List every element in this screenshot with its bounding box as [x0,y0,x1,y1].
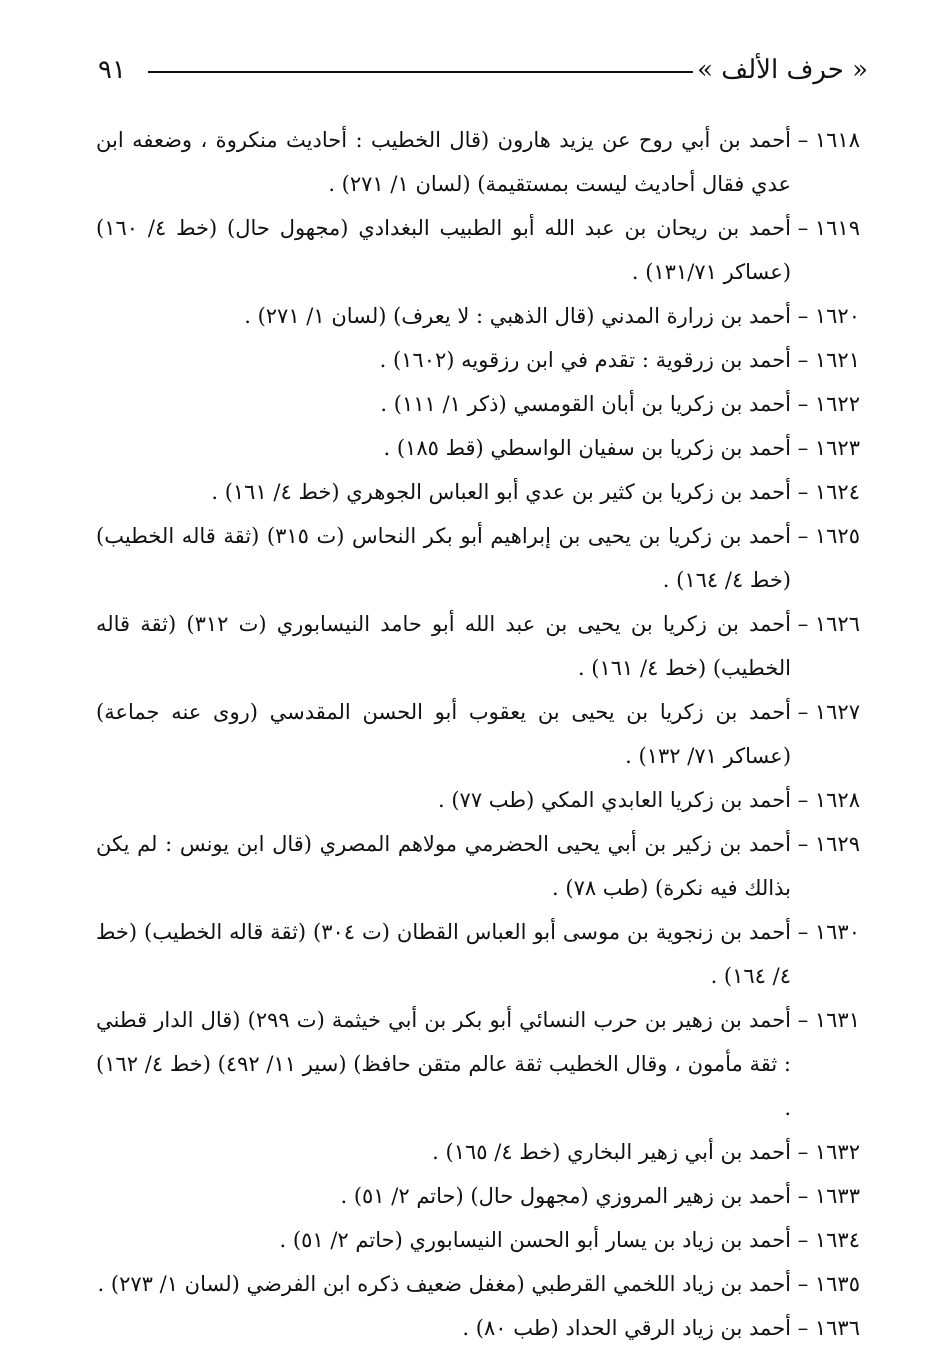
entry-number: ١٦٢١ [814,348,860,372]
entry-item [96,1262,860,1306]
entry-item [96,514,860,602]
entry-item [96,118,860,206]
entry-separator: – [791,524,815,548]
entry-text: أحمد بن زكريا بن سفيان الواسطي (قط ١٨٥) . [383,436,792,460]
entry-number: ١٦٢٠ [814,304,860,328]
entry-text: أحمد بن أبي روح عن يزيد هارون (قال الخطيب : أحاديث منكروة ، وضعفه ابن عدي فقال أحاديث ليست بمستقيمة) (لسان ١/ ٢٧١) . [96,128,792,196]
entry-item [96,1218,860,1262]
entry-number: ١٦٢٢ [814,392,860,416]
entry-text: أحمد بن أبي زهير البخاري (خط ٤/ ١٦٥) . [432,1140,792,1164]
entry-item [96,470,860,514]
entry-number: ١٦١٨ [814,128,860,152]
header-rule [148,71,693,73]
entry-item [96,1130,860,1174]
entry-text: أحمد بن زكريا بن كثير بن عدي أبو العباس الجوهري (خط ٤/ ١٦١) . [211,480,792,504]
entry-separator: – [791,1184,815,1208]
entry-number: ١٦٣٠ [814,920,860,944]
entry-text: أحمد بن زكير بن أبي يحيى الحضرمي مولاهم المصري (قال ابن يونس : لم يكن بذالك فيه نكرة) (طب ٧٨) . [96,832,792,900]
entry-list [96,118,860,1350]
entry-text: أحمد بن زكريا بن أبان القومسي (ذكر ١/ ١١١) . [380,392,792,416]
entry-number: ١٦٣٦ [814,1316,860,1340]
entry-separator: – [791,128,815,152]
entry-item [96,998,860,1130]
entry-separator: – [791,612,815,636]
entry-number: ١٦٣٤ [814,1228,860,1252]
entry-number: ١٦٢٨ [814,788,860,812]
entry-item [96,602,860,690]
entry-text: أحمد بن زهير بن حرب النسائي أبو بكر بن أبي خيثمة (ت ٢٩٩) (قال الدار قطني : ثقة مأمون ، وقال الخطيب ثقة عالم متقن حافظ) (سير ١١/ ٤٩٢) (خط ٤/ ١٦٢) . [96,1008,792,1120]
entry-number: ١٦٣٥ [814,1272,860,1296]
entry-separator: – [791,480,815,504]
entry-number: ١٦٢٩ [814,832,860,856]
entry-separator: – [791,700,815,724]
entry-separator: – [791,436,815,460]
entry-item [96,426,860,470]
entry-text: أحمد بن زياد اللخمي القرطبي (مغفل ضعيف ذكره ابن الفرضي (لسان ١/ ٢٧٣) . [97,1272,792,1296]
entry-item [96,382,860,426]
entry-separator: – [791,1008,815,1032]
entry-text: أحمد بن زياد الرقي الحداد (طب ٨٠) . [462,1316,792,1340]
entry-separator: – [791,1316,815,1340]
entry-text: أحمد بن زكريا بن يحيى بن إبراهيم أبو بكر النحاس (ت ٣١٥) (ثقة قاله الخطيب) (خط ٤/ ١٦٤) . [96,524,792,592]
page-number: ٩١ [98,55,126,85]
entry-text: أحمد بن زرارة المدني (قال الذهبي : لا يعرف) (لسان ١/ ٢٧١) . [244,304,792,328]
entry-number: ١٦٢٧ [814,700,860,724]
entry-separator: – [791,920,815,944]
entry-separator: – [791,1272,815,1296]
entry-item [96,294,860,338]
entry-item [96,910,860,998]
entry-separator: – [791,1140,815,1164]
entry-separator: – [791,832,815,856]
entry-number: ١٦٣٢ [814,1140,860,1164]
entry-separator: – [791,788,815,812]
entry-number: ١٦٢٥ [814,524,860,548]
chapter-title: « حرف الألف » [697,55,868,85]
entry-text: أحمد بن زكريا بن يحيى بن عبد الله أبو حامد النيسابوري (ت ٣١٢) (ثقة قاله الخطيب) (خط ٤/ ١٦١) . [96,612,792,680]
entry-separator: – [791,1228,815,1252]
entry-text: أحمد بن زهير المروزي (مجهول حال) (حاتم ٢/ ٥١) . [340,1184,792,1208]
entry-text: أحمد بن زياد بن يسار أبو الحسن النيسابوري (حاتم ٢/ ٥١) . [279,1228,792,1252]
entry-number: ١٦٣١ [814,1008,860,1032]
entry-separator: – [791,216,815,240]
entry-item [96,690,860,778]
entry-text: أحمد بن زنجوية بن موسى أبو العباس القطان (ت ٣٠٤) (ثقة قاله الخطيب) (خط ٤/ ١٦٤) . [96,920,792,988]
entry-number: ١٦١٩ [814,216,860,240]
entry-separator: – [791,348,815,372]
entry-number: ١٦٢٦ [814,612,860,636]
entry-text: أحمد بن زكريا بن يحيى بن يعقوب أبو الحسن المقدسي (روى عنه جماعة) (عساكر ٧١/ ١٣٢) . [96,700,792,768]
entry-item [96,1174,860,1218]
entry-number: ١٦٢٣ [814,436,860,460]
entry-separator: – [791,392,815,416]
entry-number: ١٦٣٣ [814,1184,860,1208]
entry-item [96,338,860,382]
entry-item [96,206,860,294]
page-header [98,48,868,92]
entry-item [96,778,860,822]
entry-separator: – [791,304,815,328]
entry-text: أحمد بن زكريا العابدي المكي (طب ٧٧) . [438,788,792,812]
entry-item [96,1306,860,1350]
entry-number: ١٦٢٤ [814,480,860,504]
entry-text: أحمد بن زرقوية : تقدم في ابن رزقويه (١٦٠٢) . [379,348,792,372]
entry-text: أحمد بن ريحان بن عبد الله أبو الطبيب البغدادي (مجهول حال) (خط ٤/ ١٦٠) (عساكر ١٣١/٧١) . [96,216,792,284]
entry-item [96,822,860,910]
